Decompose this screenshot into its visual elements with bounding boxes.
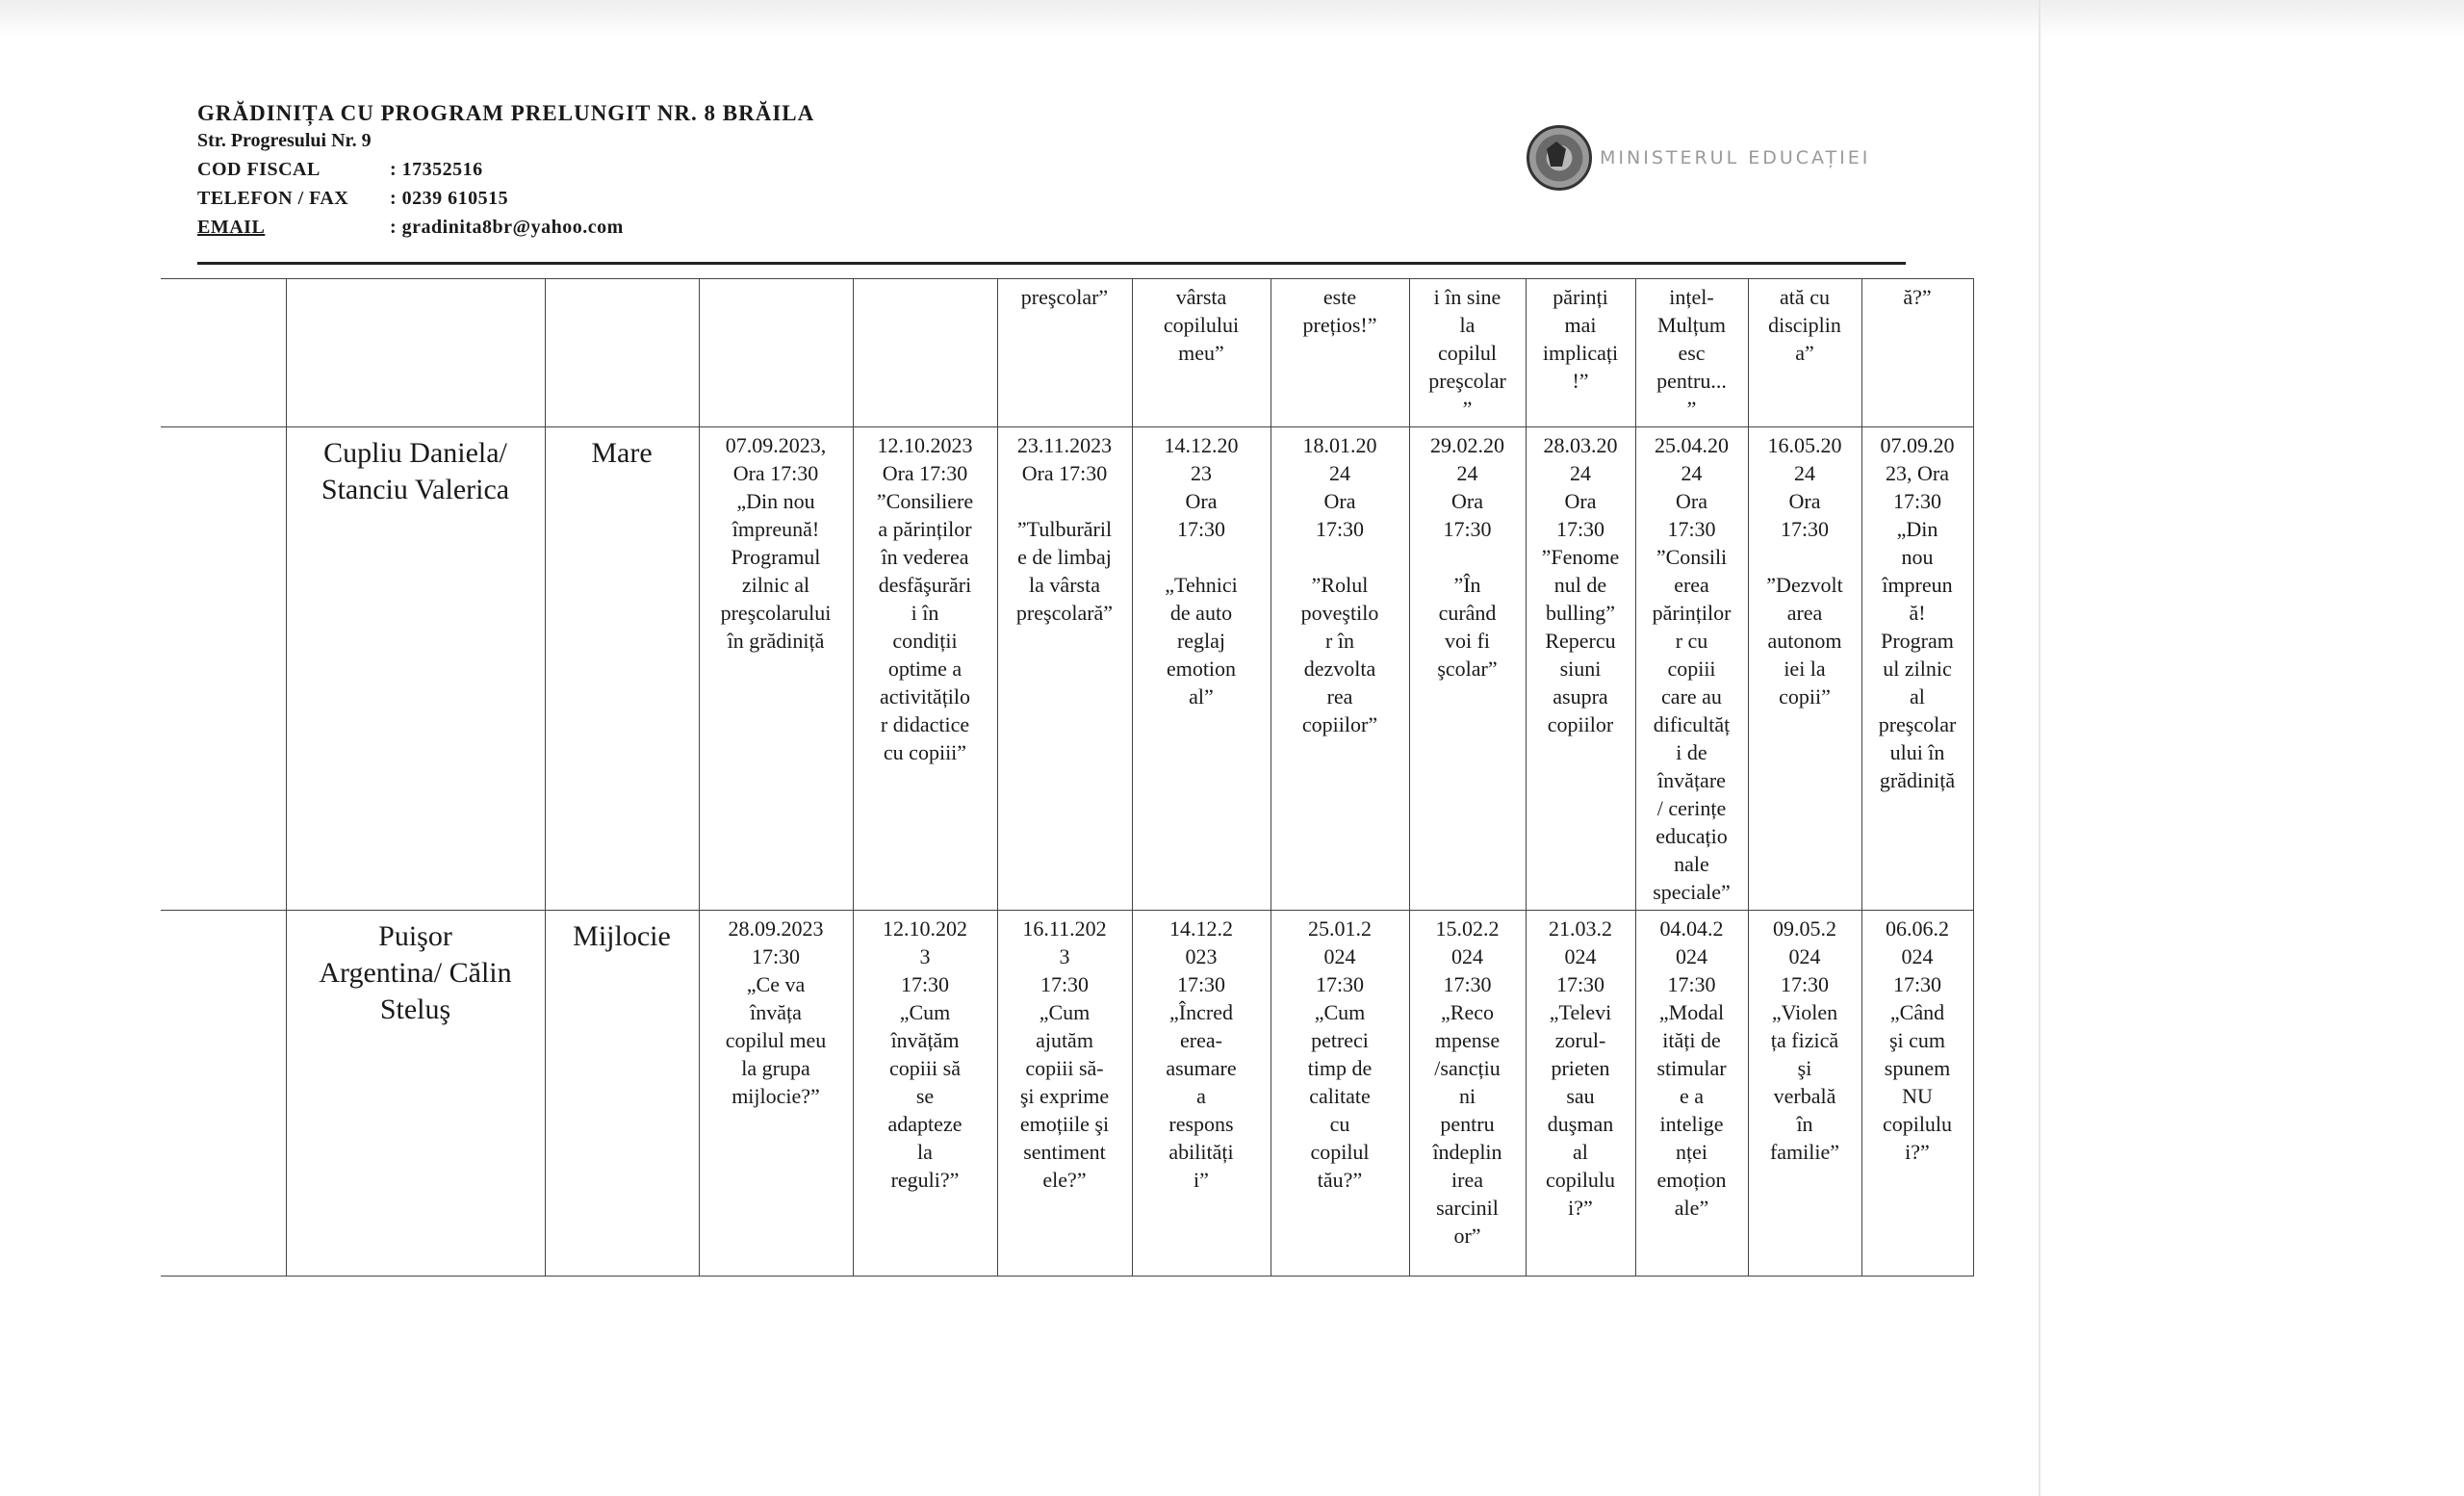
table-cell (161, 911, 286, 1277)
meeting-cell: 06.06.2 024 17:30 „Când şi cum spunem NU copilulu i?” (1861, 911, 1973, 1277)
phone-row (197, 188, 508, 210)
group-cell (545, 279, 699, 427)
institution-name: GRĂDINIȚA CU PROGRAM PRELUNGIT NR. 8 BRĂILA (197, 101, 815, 125)
meeting-cell: părinți mai implicați !” (1526, 279, 1635, 427)
meetings-table (161, 278, 1974, 1277)
meeting-cell: 09.05.2 024 17:30 „Violen ța fizică şi verbală în familie” (1748, 911, 1861, 1277)
meeting-cell: 25.01.2 024 17:30 „Cum petreci timp de calitate cu copilul tău?” (1270, 911, 1409, 1277)
ministry-name: MINISTERUL EDUCAȚIEI (1600, 147, 1871, 168)
meeting-cell: 23.11.2023 Ora 17:30 ”Tulburăril e de limbaj la vârsta preşcolară” (997, 427, 1132, 911)
meeting-cell: 15.02.2 024 17:30 „Reco mpense /sancțiu ni pentru îndeplin irea sarcinil or” (1409, 911, 1526, 1277)
meetings-table-wrap (161, 278, 1974, 1277)
table-row (161, 427, 1973, 911)
fiscal-code-row (197, 159, 483, 181)
email-label: EMAIL (197, 217, 266, 238)
educators-cell: Cupliu Daniela/ Stanciu Valerica (286, 427, 545, 911)
table-cell (161, 279, 286, 427)
ministry-logo (1527, 125, 1870, 191)
meeting-cell (853, 279, 997, 427)
meeting-cell: ată cu disciplin a” (1748, 279, 1861, 427)
educators-cell (286, 279, 545, 427)
meeting-cell: preşcolar” (997, 279, 1132, 427)
meeting-cell: 12.10.2023 Ora 17:30 ”Consiliere a părinților în vederea desfăşurări i în condiții optime a activitățilo r didactice cu copiii” (853, 427, 997, 911)
fiscal-code-value: : 17352516 (390, 159, 483, 180)
meeting-cell: 14.12.20 23 Ora 17:30 „Tehnici de auto reglaj emotion al” (1132, 427, 1270, 911)
meeting-cell: 25.04.20 24 Ora 17:30 ”Consili erea părinților r cu copiii care au dificultăț i de învățare / cerințe educațio nale speciale” (1635, 427, 1748, 911)
meeting-cell: 07.09.20 23, Ora 17:30 „Din nou împreun ă! Program ul zilnic al preşcolar ului în grădiniță (1861, 427, 1973, 911)
table-cell (161, 427, 286, 911)
meeting-cell: 16.05.20 24 Ora 17:30 ”Dezvolt area autonom iei la copii” (1748, 427, 1861, 911)
meeting-cell: ințel- Mulțum esc pentru... ” (1635, 279, 1748, 427)
meeting-cell: vârsta copilului meu” (1132, 279, 1270, 427)
meeting-cell: este prețios!” (1270, 279, 1409, 427)
meeting-cell (699, 279, 853, 427)
email-value: : gradinita8br@yahoo.com (390, 217, 624, 238)
meeting-cell: 21.03.2 024 17:30 „Televi zorul- prieten sau duşman al copilulu i?” (1526, 911, 1635, 1277)
meeting-cell: 12.10.202 3 17:30 „Cum învățăm copiii să se adapteze la reguli?” (853, 911, 997, 1277)
meeting-cell: 04.04.2 024 17:30 „Modal ități de stimular e a intelige nței emoțion ale” (1635, 911, 1748, 1277)
ministry-seal-icon (1527, 125, 1592, 191)
meeting-cell: 07.09.2023, Ora 17:30 „Din nou împreună! Programul zilnic al preşcolarului în grădiniță (699, 427, 853, 911)
table-row (161, 279, 1973, 427)
educators-cell: Puişor Argentina/ Călin Steluş (286, 911, 545, 1277)
meeting-cell: 29.02.20 24 Ora 17:30 ”În curând voi fi şcolar” (1409, 427, 1526, 911)
table-row (161, 911, 1973, 1277)
group-cell: Mare (545, 427, 699, 911)
meeting-cell: i în sine la copilul preşcolar ” (1409, 279, 1526, 427)
meeting-cell: 18.01.20 24 Ora 17:30 ”Rolul poveştilo r în dezvolta rea copiilor” (1270, 427, 1409, 911)
meeting-cell: 28.09.2023 17:30 „Ce va învăța copilul meu la grupa mijlocie?” (699, 911, 853, 1277)
institution-address: Str. Progresului Nr. 9 (197, 130, 372, 151)
meeting-cell: 28.03.20 24 Ora 17:30 ”Fenome nul de bulling” Repercu siuni asupra copiilor (1526, 427, 1635, 911)
fiscal-code-label: COD FISCAL (197, 159, 321, 180)
meeting-cell: 14.12.2 023 17:30 „Încred erea- asumare a respons abilități i” (1132, 911, 1270, 1277)
phone-label: TELEFON / FAX (197, 188, 349, 209)
meeting-cell: 16.11.202 3 17:30 „Cum ajutăm copiii să- şi exprime emoțiile şi sentiment ele?” (997, 911, 1132, 1277)
meeting-cell: ă?” (1861, 279, 1973, 427)
group-cell: Mijlocie (545, 911, 699, 1277)
page-edge (2039, 0, 2040, 1496)
header-divider (197, 262, 1906, 265)
email-row (197, 217, 624, 239)
phone-value: : 0239 610515 (390, 188, 509, 209)
page-top-shade (0, 0, 2464, 39)
